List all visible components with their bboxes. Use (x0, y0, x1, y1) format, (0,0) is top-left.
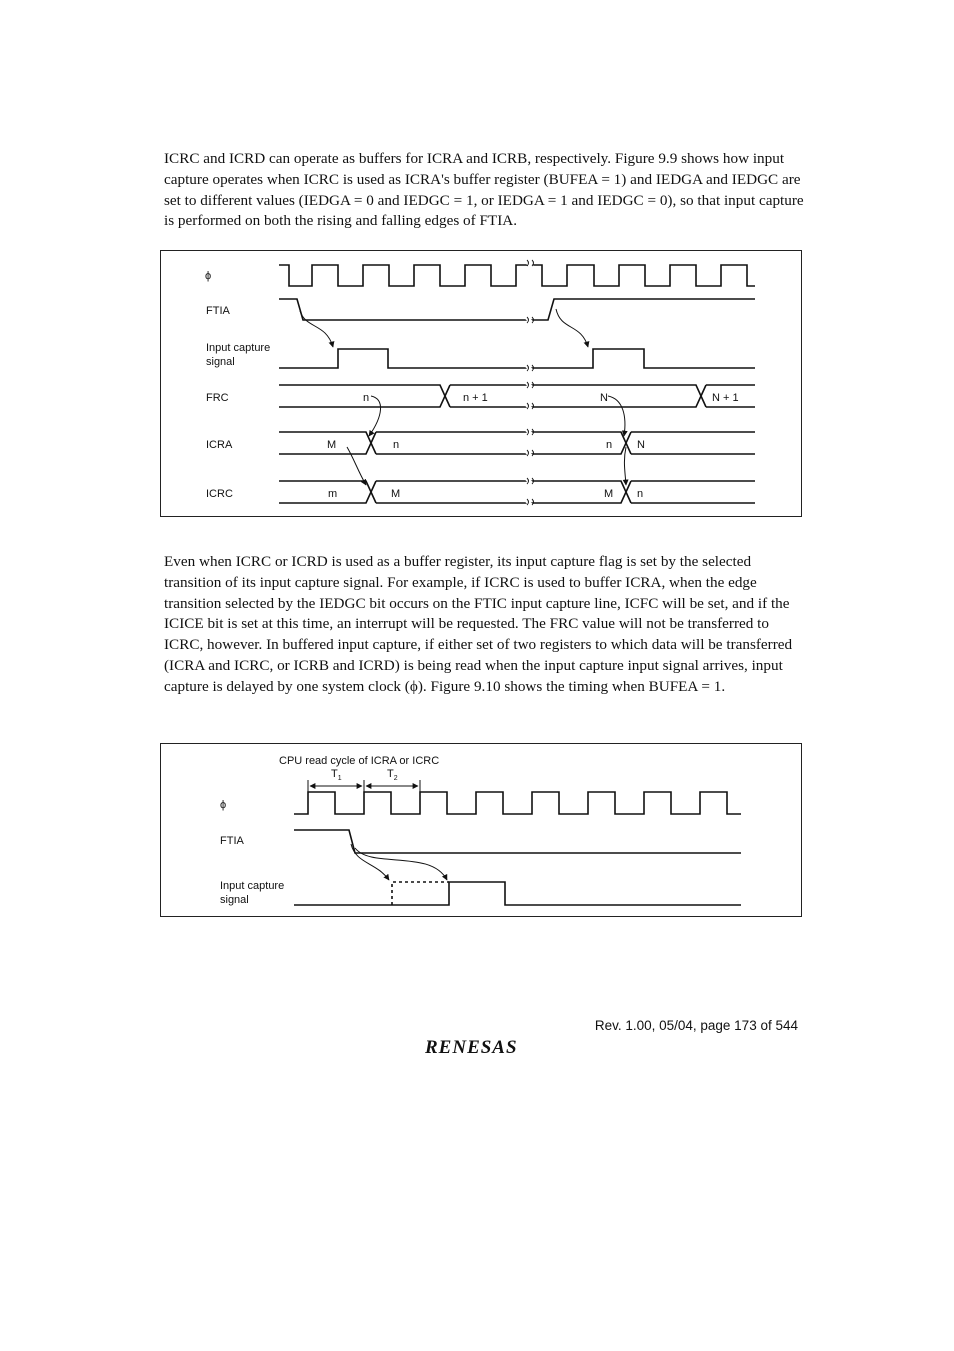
arrow-icra-to-icrc-1 (347, 447, 366, 485)
input-capture-label-line2: signal (206, 356, 235, 368)
intro-paragraph: ICRC and ICRD can operate as buffers for ICRA and ICRB, respectively. Figure 9.9 shows how input capture operates when ICRC is used as ICRA's buffer register (BUFEA = 1) and IEDGA and IEDGC are set to different values (IEDGA = 0 and IEDGC = 1, or IEDGA = 1 and IEDGC = 0), so that input capture is performed on both the rising and falling edges of FTIA. (164, 150, 804, 230)
cpu-read-cycle-label: CPU read cycle of ICRA or ICRC (279, 755, 440, 767)
arrow-frc-to-icra-1 (369, 396, 381, 436)
svg-text:RENESAS: RENESAS (425, 1037, 518, 1058)
icra-value: n (606, 439, 613, 451)
icra-value: N (637, 439, 645, 451)
arrow-icra-to-icrc-2 (624, 447, 626, 485)
figure-9-9-timing-diagram (160, 250, 802, 517)
timing-diagram-buffer-operation (161, 251, 803, 518)
t1-label: $T_1$ (331, 768, 342, 782)
ftia-label: FTIA (220, 835, 244, 847)
ftia-label: FTIA (206, 305, 230, 317)
icra-label: ICRA (206, 439, 233, 451)
input-capture-label-line1: Input capture (220, 880, 285, 892)
timing-diagram-delayed-capture (161, 744, 803, 918)
icra-value: n (393, 439, 400, 451)
page-footer-revision: Rev. 1.00, 05/04, page 173 of 544 (594, 1018, 798, 1033)
time-break-marks (526, 261, 533, 507)
t2-label: $T_2$ (387, 768, 398, 782)
input-capture-dotted-expected (392, 882, 449, 905)
phi-clock-waveform (294, 792, 741, 814)
icra-value: M (327, 439, 337, 451)
phi-label: ϕ (205, 270, 212, 282)
figure-9-10-timing-diagram (160, 743, 802, 917)
input-capture-label-line1: Input capture (206, 342, 271, 354)
icrc-bus (279, 481, 755, 503)
icrc-value: M (604, 488, 614, 500)
arrow-ftia-to-capture-1 (300, 311, 333, 347)
input-capture-waveform (294, 882, 741, 905)
frc-value: n + 1 (463, 392, 488, 404)
phi-label: ϕ (220, 799, 227, 811)
frc-value: N + 1 (712, 392, 739, 404)
ftia-waveform (294, 830, 741, 853)
icrc-value: M (391, 488, 401, 500)
arrow-ftia-to-capture-2 (556, 309, 588, 347)
renesas-logo (423, 1033, 541, 1064)
icra-bus (279, 432, 755, 454)
icrc-label: ICRC (206, 488, 233, 500)
arrow-frc-to-icra-2 (608, 396, 625, 436)
frc-value: n (363, 392, 370, 404)
icrc-value: n (637, 488, 644, 500)
icrc-value: m (328, 488, 338, 500)
phi-clock-waveform (279, 265, 755, 286)
frc-label: FRC (206, 392, 229, 404)
buffer-flag-paragraph: Even when ICRC or ICRD is used as a buffer register, its input capture flag is set by the selected transition of its input capture signal. For example, if ICRC is used to buffer ICRA, when the edge transition selected by the IEDGC bit occurs on the FTIC input capture line, ICFC will be set, and if the ICICE bit is set at this time, an interrupt will be requested. The FRC value will not be transferred to ICRC, however. In buffered input capture, if either set of two registers to which data will be transferred (ICRA and ICRC, or ICRB and ICRD) is being read when the input capture input signal arrives, input capture is delayed by one system clock (ϕ). Figure 9.10 shows the timing when BUFEA = 1. (164, 553, 793, 695)
input-capture-waveform (279, 349, 755, 368)
input-capture-label-line2: signal (220, 894, 249, 906)
frc-bus (279, 385, 755, 407)
frc-value: N (600, 392, 608, 404)
ftia-waveform (279, 299, 755, 320)
